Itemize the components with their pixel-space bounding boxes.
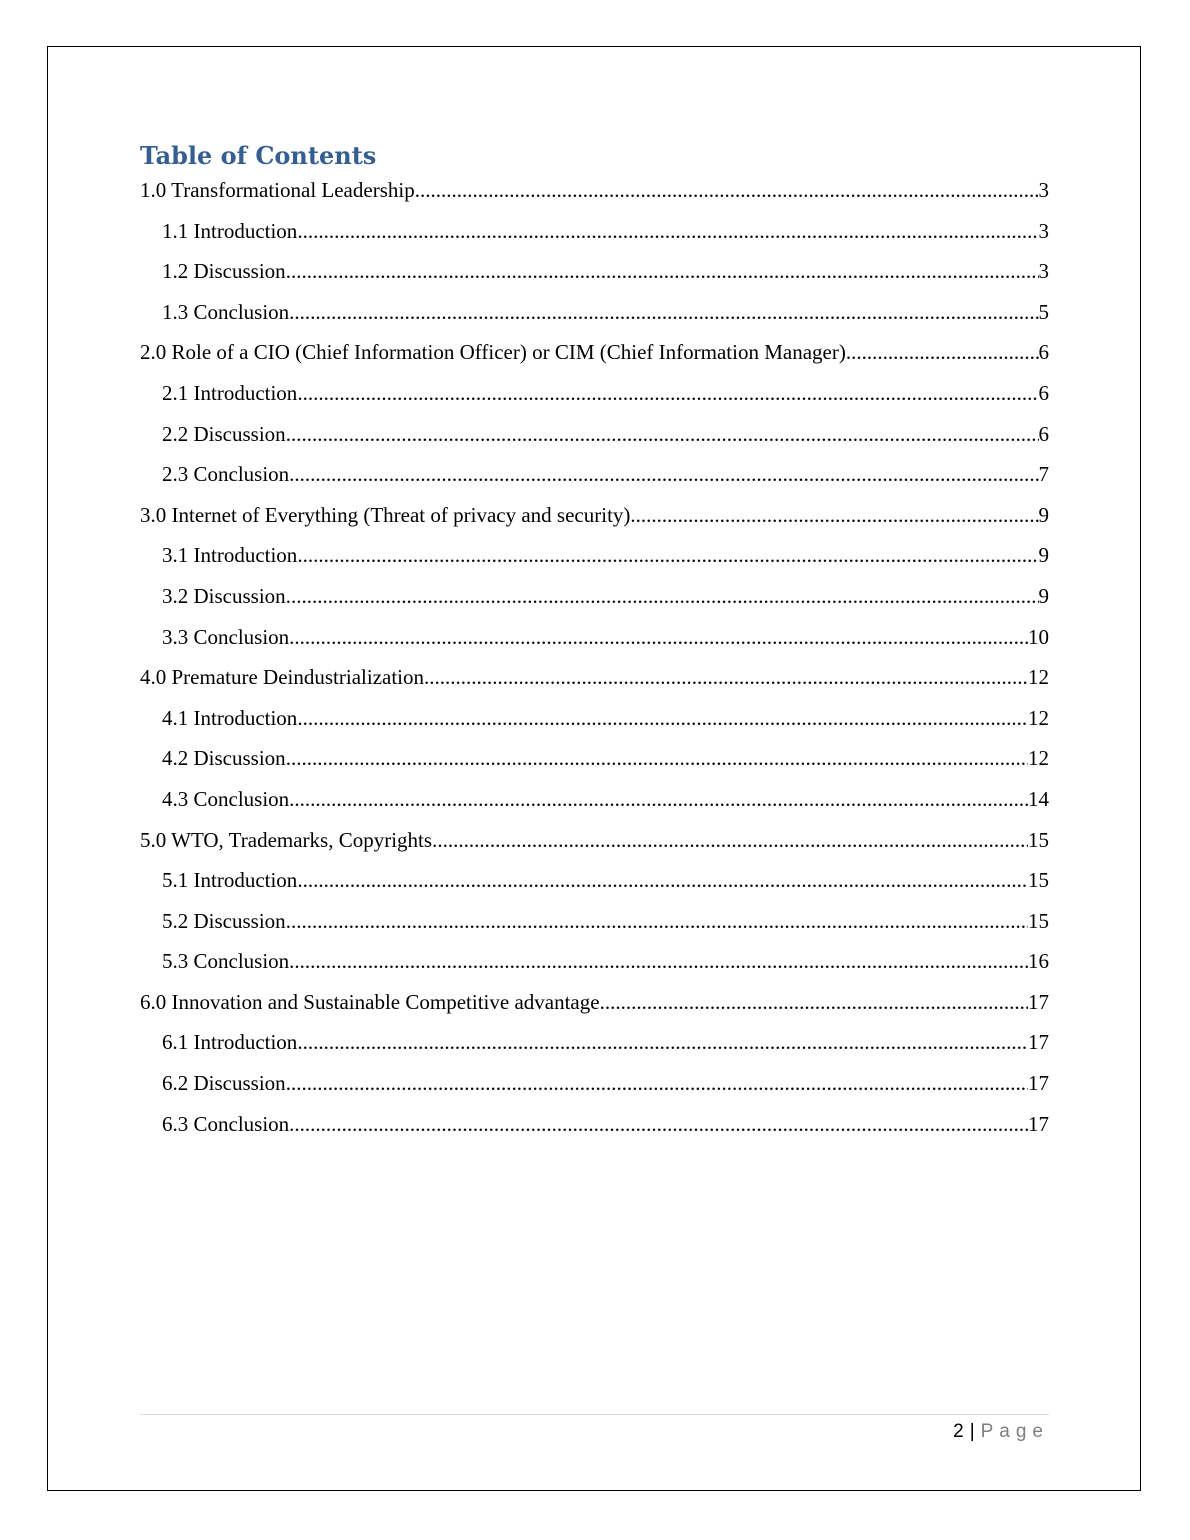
toc-dot-leader: [286, 251, 1039, 292]
toc-dot-leader: [289, 292, 1038, 333]
toc-entry-title[interactable]: 4.3 Conclusion: [162, 786, 290, 811]
toc-dot-leader: [289, 617, 1028, 658]
toc-entry-page-number[interactable]: 3: [1038, 178, 1049, 202]
toc-entry-title[interactable]: 2.1 Introduction: [162, 380, 298, 405]
toc-entry[interactable]: [140, 1063, 1049, 1104]
toc-dot-leader: [297, 211, 1038, 252]
toc-entry-title[interactable]: 1.1 Introduction: [162, 218, 298, 243]
toc-entry[interactable]: [140, 738, 1049, 779]
toc-entry-title[interactable]: 5.3 Conclusion: [162, 949, 290, 974]
toc-entry-page-number[interactable]: 6: [1038, 340, 1049, 365]
footer-page-number: 2: [953, 1421, 964, 1442]
toc-entry[interactable]: [140, 820, 1049, 861]
toc-dot-leader: [297, 698, 1028, 739]
toc-entry-title[interactable]: 6.1 Introduction: [162, 1030, 298, 1055]
toc-entry[interactable]: [140, 332, 1049, 373]
toc-dot-leader: [630, 495, 1038, 536]
toc-title: Table of Contents: [140, 141, 377, 170]
toc-dot-leader: [297, 373, 1038, 414]
toc-entry-title[interactable]: 5.1 Introduction: [162, 868, 298, 893]
toc-entry-page-number[interactable]: 5: [1038, 299, 1049, 324]
toc-entry-page-number[interactable]: 16: [1028, 949, 1049, 974]
toc-entry[interactable]: [140, 901, 1049, 942]
toc-entry[interactable]: [140, 698, 1049, 739]
toc-entry[interactable]: [140, 1022, 1049, 1063]
toc-entry-title[interactable]: 3.3 Conclusion: [162, 624, 290, 649]
toc-entry[interactable]: [140, 170, 1049, 211]
toc-entry-title[interactable]: 4.0 Premature Deindustrialization: [140, 665, 425, 690]
toc-entry-page-number[interactable]: 9: [1038, 502, 1049, 527]
toc-entry-title[interactable]: 1.2 Discussion: [162, 259, 286, 284]
toc-entry[interactable]: [140, 495, 1049, 536]
toc-entry[interactable]: [140, 373, 1049, 414]
toc-entry-title[interactable]: 2.0 Role of a CIO (Chief Information Officer) or CIM (Chief Information Manager): [140, 340, 846, 365]
toc-dot-leader: [286, 738, 1028, 779]
toc-entry-page-number[interactable]: 3: [1038, 259, 1049, 284]
toc-entry-page-number[interactable]: 12: [1028, 746, 1049, 771]
toc-entry-page-number[interactable]: 6: [1038, 380, 1049, 405]
toc-entry[interactable]: [140, 860, 1049, 901]
toc-entry[interactable]: [140, 1104, 1049, 1145]
toc-entry-page-number[interactable]: 17: [1028, 1071, 1049, 1096]
toc-dot-leader: [297, 860, 1028, 901]
toc-dot-leader: [289, 779, 1028, 820]
toc-entry[interactable]: [140, 251, 1049, 292]
footer-separator: |: [969, 1421, 975, 1442]
toc-dot-leader: [297, 535, 1038, 576]
toc-dot-leader: [415, 170, 1039, 211]
toc-entry-page-number[interactable]: 15: [1028, 868, 1049, 893]
toc-entry[interactable]: [140, 535, 1049, 576]
toc-entry-page-number[interactable]: 12: [1028, 665, 1049, 690]
toc-entry[interactable]: [140, 982, 1049, 1023]
toc-entry-page-number[interactable]: 14: [1028, 786, 1049, 811]
toc-entry[interactable]: [140, 576, 1049, 617]
toc-dot-leader: [600, 982, 1028, 1023]
toc-dot-leader: [289, 941, 1028, 982]
toc-entry[interactable]: [140, 657, 1049, 698]
toc-dot-leader: [286, 901, 1028, 942]
toc-dot-leader: [286, 1063, 1028, 1104]
toc-dot-leader: [297, 1022, 1028, 1063]
toc-entry-page-number[interactable]: 17: [1028, 1030, 1049, 1055]
toc-entry-page-number[interactable]: 9: [1038, 543, 1049, 568]
toc-entry-title[interactable]: 2.2 Discussion: [162, 421, 286, 446]
toc-entry[interactable]: [140, 941, 1049, 982]
toc-entry-title[interactable]: 3.1 Introduction: [162, 543, 298, 568]
toc-dot-leader: [286, 414, 1039, 455]
table-of-contents: [140, 170, 1049, 1144]
toc-entry[interactable]: [140, 211, 1049, 252]
toc-entry-page-number[interactable]: 3: [1038, 218, 1049, 243]
toc-entry-title[interactable]: 3.2 Discussion: [162, 583, 286, 608]
toc-entry-page-number[interactable]: 10: [1028, 624, 1049, 649]
footer-page-label: Page: [980, 1421, 1049, 1442]
toc-entry[interactable]: [140, 617, 1049, 658]
toc-entry[interactable]: [140, 292, 1049, 333]
toc-entry-title[interactable]: 4.2 Discussion: [162, 746, 286, 771]
toc-entry-title[interactable]: 1.3 Conclusion: [162, 299, 290, 324]
toc-entry[interactable]: [140, 454, 1049, 495]
toc-dot-leader: [289, 454, 1038, 495]
toc-entry-title[interactable]: 6.2 Discussion: [162, 1071, 286, 1096]
toc-entry-title[interactable]: 5.0 WTO, Trademarks, Copyrights: [140, 827, 433, 852]
toc-entry-title[interactable]: 3.0 Internet of Everything (Threat of privacy and security): [140, 502, 631, 527]
toc-entry-page-number[interactable]: 17: [1028, 989, 1049, 1014]
toc-entry[interactable]: [140, 414, 1049, 455]
toc-dot-leader: [846, 332, 1039, 373]
toc-entry-title[interactable]: 1.0 Transformational Leadership: [140, 178, 415, 202]
toc-entry-page-number[interactable]: 12: [1028, 705, 1049, 730]
toc-entry-page-number[interactable]: 15: [1028, 827, 1049, 852]
toc-entry-title[interactable]: 6.3 Conclusion: [162, 1111, 290, 1136]
toc-entry[interactable]: [140, 779, 1049, 820]
toc-dot-leader: [286, 576, 1039, 617]
toc-entry-page-number[interactable]: 6: [1038, 421, 1049, 446]
toc-dot-leader: [289, 1104, 1028, 1145]
toc-entry-title[interactable]: 5.2 Discussion: [162, 908, 286, 933]
toc-entry-title[interactable]: 2.3 Conclusion: [162, 462, 290, 487]
toc-entry-page-number[interactable]: 9: [1038, 583, 1049, 608]
toc-entry-title[interactable]: 6.0 Innovation and Sustainable Competitive advantage: [140, 989, 600, 1014]
page-footer: [953, 1418, 1049, 1446]
toc-entry-page-number[interactable]: 15: [1028, 908, 1049, 933]
toc-entry-title[interactable]: 4.1 Introduction: [162, 705, 298, 730]
footer-divider: [140, 1414, 1049, 1415]
toc-entry-page-number[interactable]: 7: [1038, 462, 1049, 487]
toc-entry-page-number[interactable]: 17: [1028, 1111, 1049, 1136]
toc-dot-leader: [424, 657, 1028, 698]
toc-dot-leader: [432, 820, 1028, 861]
